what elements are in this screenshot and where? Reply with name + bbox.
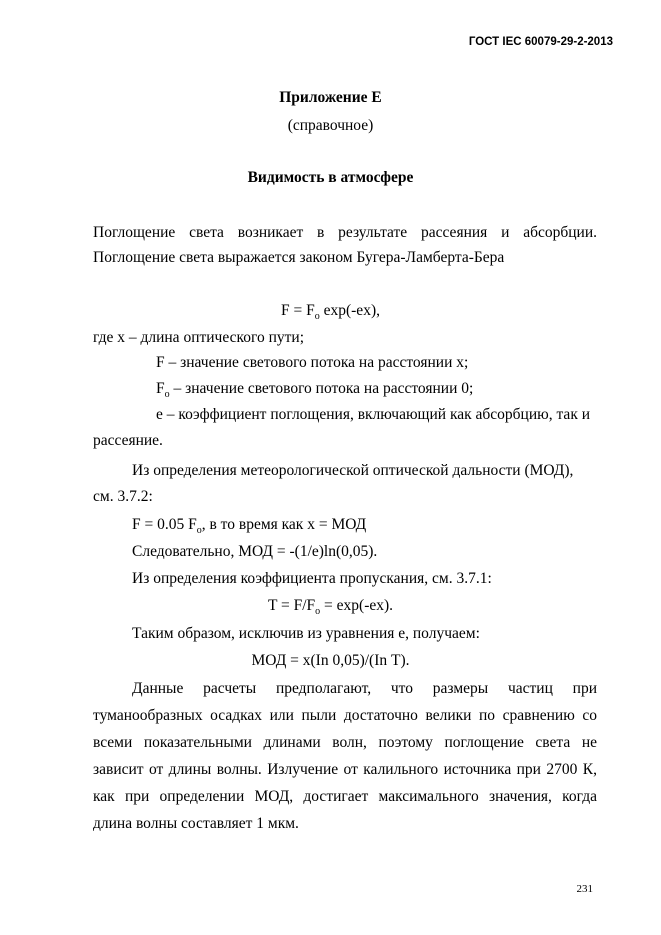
section-heading: Видимость в атмосфере xyxy=(247,169,414,186)
paragraph-line: туманообразных осадках или пыли достаточно велики по сравнению со xyxy=(93,707,597,724)
paragraph-line: всеми показательными длинами волн, поэтому поглощение света не xyxy=(93,734,597,751)
paragraph-line: Поглощение света возникает в результате рассеяния и абсорбции. xyxy=(93,224,597,241)
document-header: ГОСТ IEC 60079-29-2-2013 xyxy=(468,36,613,48)
paragraph-line: как при определении МОД, достигает максимального значения, когда xyxy=(93,788,597,805)
paragraph-line: Данные расчеты предполагают, что размеры частиц при xyxy=(132,680,597,697)
paragraph-line: Поглощение света выражается законом Бугера-Ламберта-Бера xyxy=(93,249,505,266)
paragraph-line: Из определения коэффициента пропускания, см. 3.7.1: xyxy=(132,570,492,587)
formula-part: , в то время как х = МОД xyxy=(201,516,367,533)
formula-part: F = 0.05 F xyxy=(132,516,197,533)
formula-subscript: o xyxy=(314,311,320,323)
definition-symbol: F xyxy=(156,380,165,397)
appendix-title: Приложение Е xyxy=(279,89,382,106)
definition-f: F – значение светового потока на расстоянии х; xyxy=(156,354,469,371)
paragraph-line: Из определения метеорологической оптической дальности (МОД), xyxy=(132,462,574,479)
appendix-subtitle: (справочное) xyxy=(287,117,374,134)
formula-subscript: o xyxy=(315,606,321,618)
consequence-line: Следовательно, МОД = -(1/е)ln(0,05). xyxy=(132,543,378,560)
page-number: 231 xyxy=(576,883,593,895)
formula-beer-lambert xyxy=(0,301,661,321)
formula-transmission xyxy=(0,596,661,616)
definition-text: – значение светового потока на расстоянии 0; xyxy=(173,380,474,397)
formula-part: T = F/F xyxy=(267,597,316,614)
definition-intro: где х – длина оптического пути; xyxy=(93,329,305,346)
formula-subscript: o xyxy=(196,525,202,537)
definition-fo xyxy=(156,379,473,399)
definition-e-continued: рассеяние. xyxy=(93,432,163,449)
definition-e: е – коэффициент поглощения, включающий как абсорбцию, так и xyxy=(156,406,591,423)
condition-line xyxy=(132,515,366,535)
paragraph-line: Таким образом, исключив из уравнения е, получаем: xyxy=(132,625,480,642)
definition-subscript: o xyxy=(164,389,170,401)
formula-mod: МОД = х(In 0,05)/(In Т). xyxy=(251,652,410,669)
formula-part: F = F xyxy=(281,302,315,319)
formula-part: exp(-ex), xyxy=(323,302,380,319)
paragraph-line: длина волны составляет 1 мкм. xyxy=(93,815,299,832)
paragraph-line: см. 3.7.2: xyxy=(93,488,153,505)
paragraph-line: зависит от длины волны. Излучение от калильного источника при 2700 К, xyxy=(93,761,597,778)
formula-part: = exp(-ex). xyxy=(320,597,394,614)
